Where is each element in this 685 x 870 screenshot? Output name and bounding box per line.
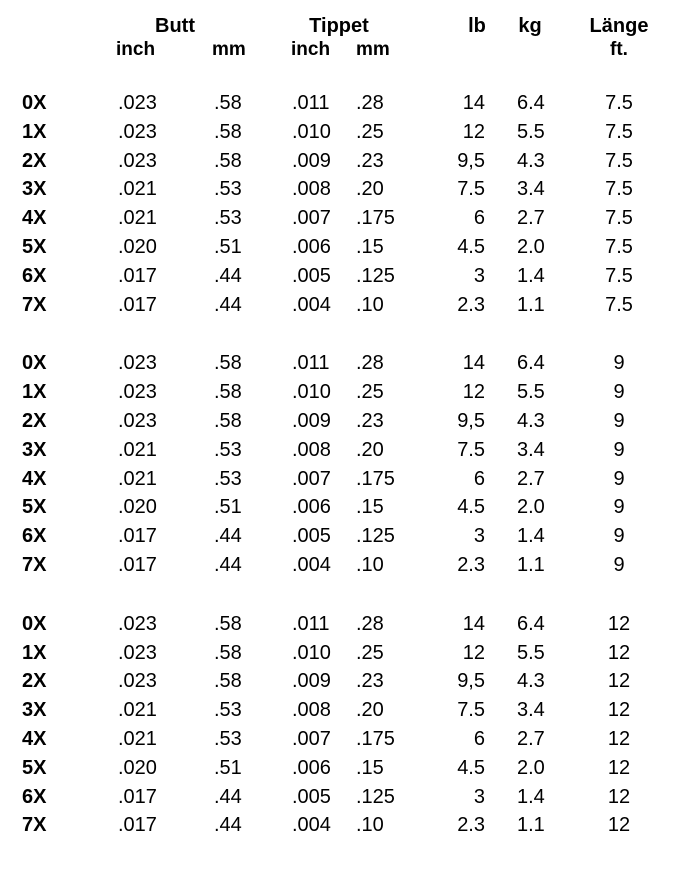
cell-tippet-mm: .10 [356, 814, 384, 837]
cell-butt-mm: .44 [214, 293, 242, 316]
cell-lb: 2.3 [457, 553, 485, 576]
cell-butt-mm: .58 [214, 670, 242, 693]
cell-tippet-mm: .175 [356, 207, 395, 230]
cell-butt-mm: .51 [214, 235, 242, 258]
tippet-table-body [0, 89, 685, 870]
cell-tippet-inch: .011 [292, 352, 330, 375]
cell-lb: 3 [473, 785, 485, 808]
cell-lb: 7.5 [457, 438, 485, 461]
cell-size: 6X [22, 264, 47, 287]
cell-butt-mm: .53 [214, 438, 242, 461]
cell-kg: 4.3 [517, 149, 545, 172]
table-row [0, 610, 685, 639]
cell-kg: 5.5 [517, 381, 545, 404]
cell-kg: 2.0 [517, 496, 545, 519]
cell-size: 1X [22, 641, 47, 664]
length-header: Länge [589, 15, 649, 37]
cell-butt-inch: .017 [118, 293, 157, 316]
butt-inch-header: inch [116, 39, 156, 60]
cell-butt-mm: .44 [214, 814, 242, 837]
cell-kg: 3.4 [517, 438, 545, 461]
cell-lb: 4.5 [457, 235, 485, 258]
cell-tippet-inch: .008 [292, 178, 331, 201]
table-row [0, 783, 685, 812]
cell-tippet-inch: .007 [292, 467, 331, 490]
cell-butt-inch: .020 [118, 756, 157, 779]
cell-butt-inch: .023 [118, 120, 157, 143]
table-row [0, 522, 685, 551]
cell-length: 9 [613, 553, 625, 576]
cell-tippet-inch: .005 [292, 525, 331, 548]
cell-tippet-mm: .20 [356, 438, 384, 461]
cell-tippet-inch: .009 [292, 149, 331, 172]
cell-length: 7.5 [605, 235, 633, 258]
cell-length: 7.5 [605, 120, 633, 143]
cell-butt-inch: .021 [118, 438, 157, 461]
cell-butt-mm: .58 [214, 381, 242, 404]
cell-tippet-mm: .125 [356, 785, 395, 808]
cell-kg: 4.3 [517, 670, 545, 693]
cell-lb: 7.5 [457, 178, 485, 201]
cell-butt-inch: .023 [118, 381, 157, 404]
cell-kg: 6.4 [517, 92, 545, 114]
cell-tippet-mm: .15 [356, 496, 384, 519]
cell-butt-mm: .58 [214, 120, 242, 143]
cell-butt-inch: .020 [118, 235, 157, 258]
cell-butt-inch: .021 [118, 699, 157, 722]
cell-tippet-inch: .006 [292, 235, 331, 258]
cell-tippet-inch: .008 [292, 699, 331, 722]
table-group [0, 349, 685, 579]
cell-kg: 3.4 [517, 178, 545, 201]
cell-length: 9 [613, 496, 625, 519]
cell-kg: 1.4 [517, 785, 545, 808]
table-row [0, 233, 685, 262]
table-row [0, 378, 685, 407]
cell-butt-mm: .58 [214, 149, 242, 172]
cell-kg: 5.5 [517, 120, 545, 143]
cell-butt-mm: .53 [214, 699, 242, 722]
cell-tippet-mm: .15 [356, 235, 384, 258]
cell-size: 1X [22, 120, 47, 143]
tippet-mm-header: mm [356, 39, 390, 60]
cell-length: 12 [607, 785, 631, 808]
table-row [0, 667, 685, 696]
cell-tippet-inch: .005 [292, 785, 331, 808]
cell-size: 2X [22, 409, 47, 432]
butt-mm-header: mm [212, 39, 246, 60]
table-row [0, 639, 685, 668]
cell-length: 9 [613, 409, 625, 432]
cell-length: 7.5 [605, 207, 633, 230]
table-row [0, 291, 685, 320]
cell-tippet-mm: .25 [356, 381, 384, 404]
cell-butt-mm: .53 [214, 207, 242, 230]
cell-butt-mm: .53 [214, 727, 242, 750]
cell-size: 0X [22, 612, 47, 635]
cell-length: 12 [607, 699, 631, 722]
cell-tippet-mm: .28 [356, 92, 384, 114]
cell-tippet-mm: .23 [356, 149, 384, 172]
table-group [0, 89, 685, 319]
cell-tippet-mm: .23 [356, 409, 384, 432]
cell-butt-inch: .017 [118, 553, 157, 576]
cell-butt-inch: .023 [118, 641, 157, 664]
cell-tippet-inch: .004 [292, 553, 331, 576]
cell-butt-mm: .53 [214, 467, 242, 490]
cell-length: 12 [607, 612, 631, 635]
cell-butt-inch: .017 [118, 785, 157, 808]
table-group [0, 610, 685, 840]
cell-lb: 12 [462, 120, 485, 143]
cell-butt-inch: .023 [118, 612, 157, 635]
cell-tippet-mm: .20 [356, 178, 384, 201]
cell-length: 7.5 [605, 149, 633, 172]
cell-tippet-mm: .10 [356, 553, 384, 576]
cell-length: 9 [613, 352, 625, 375]
cell-size: 7X [22, 814, 47, 837]
cell-lb: 6 [473, 727, 485, 750]
table-row [0, 811, 685, 840]
cell-butt-inch: .023 [118, 409, 157, 432]
cell-length: 9 [613, 467, 625, 490]
cell-butt-inch: .023 [118, 92, 157, 114]
cell-kg: 6.4 [517, 612, 545, 635]
cell-size: 6X [22, 525, 47, 548]
cell-size: 6X [22, 785, 47, 808]
cell-butt-mm: .58 [214, 409, 242, 432]
cell-butt-mm: .44 [214, 785, 242, 808]
cell-tippet-inch: .007 [292, 727, 331, 750]
cell-butt-mm: .44 [214, 264, 242, 287]
table-row [0, 696, 685, 725]
cell-kg: 1.1 [517, 814, 545, 837]
tippet-inch-header: inch [291, 39, 331, 60]
cell-lb: 3 [473, 525, 485, 548]
cell-tippet-inch: .007 [292, 207, 331, 230]
cell-butt-mm: .58 [214, 612, 242, 635]
cell-length: 7.5 [605, 178, 633, 201]
cell-tippet-inch: .004 [292, 293, 331, 316]
cell-lb: 9,5 [457, 670, 485, 693]
cell-butt-inch: .021 [118, 178, 157, 201]
cell-tippet-mm: .175 [356, 467, 395, 490]
cell-tippet-mm: .28 [356, 352, 384, 375]
cell-tippet-inch: .005 [292, 264, 331, 287]
table-row [0, 436, 685, 465]
cell-kg: 1.4 [517, 264, 545, 287]
cell-tippet-mm: .25 [356, 641, 384, 664]
cell-kg: 3.4 [517, 699, 545, 722]
cell-lb: 9,5 [457, 149, 485, 172]
cell-butt-mm: .51 [214, 496, 242, 519]
table-row [0, 89, 685, 118]
table-row [0, 551, 685, 580]
cell-tippet-mm: .28 [356, 612, 384, 635]
cell-lb: 6 [473, 207, 485, 230]
cell-length: 12 [607, 756, 631, 779]
table-row [0, 465, 685, 494]
cell-butt-inch: .021 [118, 467, 157, 490]
cell-kg: 1.1 [517, 553, 545, 576]
cell-lb: 2.3 [457, 814, 485, 837]
table-row [0, 175, 685, 204]
cell-kg: 6.4 [517, 352, 545, 375]
cell-size: 3X [22, 178, 47, 201]
cell-kg: 2.7 [517, 467, 545, 490]
cell-tippet-mm: .25 [356, 120, 384, 143]
cell-size: 7X [22, 553, 47, 576]
cell-tippet-inch: .010 [292, 641, 331, 664]
table-row [0, 349, 685, 378]
cell-lb: 14 [462, 612, 485, 635]
tippet-header: Tippet [309, 15, 369, 37]
cell-length: 9 [613, 525, 625, 548]
cell-butt-inch: .023 [118, 352, 157, 375]
cell-lb: 14 [462, 352, 485, 375]
table-row [0, 118, 685, 147]
cell-size: 1X [22, 381, 47, 404]
cell-kg: 2.7 [517, 207, 545, 230]
table-row [0, 262, 685, 291]
cell-length: 12 [607, 727, 631, 750]
cell-size: 0X [22, 352, 47, 375]
cell-butt-mm: .44 [214, 525, 242, 548]
cell-kg: 4.3 [517, 409, 545, 432]
cell-butt-mm: .58 [214, 92, 242, 114]
table-row [0, 204, 685, 233]
cell-size: 0X [22, 92, 47, 114]
cell-butt-mm: .58 [214, 641, 242, 664]
cell-length: 12 [607, 814, 631, 837]
cell-length: 12 [607, 641, 631, 664]
cell-tippet-inch: .008 [292, 438, 331, 461]
table-row [0, 147, 685, 176]
cell-length: 9 [613, 438, 625, 461]
cell-size: 3X [22, 699, 47, 722]
cell-butt-inch: .020 [118, 496, 157, 519]
lb-header: lb [468, 15, 486, 37]
cell-size: 5X [22, 756, 47, 779]
butt-header: Butt [155, 15, 195, 37]
cell-butt-inch: .017 [118, 814, 157, 837]
cell-tippet-inch: .009 [292, 409, 331, 432]
cell-butt-mm: .51 [214, 756, 242, 779]
cell-tippet-mm: .125 [356, 264, 395, 287]
cell-lb: 12 [462, 641, 485, 664]
cell-size: 5X [22, 496, 47, 519]
cell-size: 2X [22, 149, 47, 172]
cell-butt-inch: .017 [118, 264, 157, 287]
cell-length: 7.5 [605, 293, 633, 316]
cell-size: 4X [22, 467, 47, 490]
table-row [0, 407, 685, 436]
cell-butt-mm: .58 [214, 352, 242, 375]
cell-tippet-inch: .006 [292, 496, 331, 519]
cell-kg: 2.0 [517, 235, 545, 258]
cell-lb: 7.5 [457, 699, 485, 722]
cell-butt-inch: .023 [118, 670, 157, 693]
cell-tippet-inch: .010 [292, 381, 331, 404]
cell-tippet-inch: .004 [292, 814, 331, 837]
cell-lb: 4.5 [457, 756, 485, 779]
cell-size: 5X [22, 235, 47, 258]
cell-tippet-mm: .175 [356, 727, 395, 750]
cell-kg: 1.1 [517, 293, 545, 316]
table-row [0, 754, 685, 783]
length-unit-header: ft. [610, 39, 628, 60]
cell-lb: 3 [473, 264, 485, 287]
cell-butt-inch: .017 [118, 525, 157, 548]
cell-tippet-mm: .23 [356, 670, 384, 693]
cell-tippet-mm: .20 [356, 699, 384, 722]
cell-tippet-inch: .009 [292, 670, 331, 693]
cell-butt-mm: .53 [214, 178, 242, 201]
cell-size: 2X [22, 670, 47, 693]
cell-lb: 9,5 [457, 409, 485, 432]
cell-length: 12 [607, 670, 631, 693]
table-row [0, 493, 685, 522]
cell-lb: 14 [462, 92, 485, 114]
cell-length: 7.5 [605, 264, 633, 287]
kg-header: kg [518, 15, 542, 37]
cell-lb: 6 [473, 467, 485, 490]
cell-size: 4X [22, 727, 47, 750]
cell-length: 7.5 [605, 92, 633, 114]
cell-lb: 2.3 [457, 293, 485, 316]
cell-tippet-mm: .10 [356, 293, 384, 316]
cell-kg: 1.4 [517, 525, 545, 548]
cell-kg: 2.0 [517, 756, 545, 779]
cell-kg: 2.7 [517, 727, 545, 750]
cell-tippet-inch: .011 [292, 612, 330, 635]
cell-lb: 12 [462, 381, 485, 404]
cell-lb: 4.5 [457, 496, 485, 519]
cell-tippet-inch: .011 [292, 92, 330, 114]
cell-butt-mm: .44 [214, 553, 242, 576]
cell-tippet-mm: .15 [356, 756, 384, 779]
cell-size: 4X [22, 207, 47, 230]
cell-butt-inch: .021 [118, 727, 157, 750]
cell-size: 7X [22, 293, 47, 316]
cell-size: 3X [22, 438, 47, 461]
cell-butt-inch: .023 [118, 149, 157, 172]
cell-butt-inch: .021 [118, 207, 157, 230]
table-row [0, 725, 685, 754]
cell-tippet-mm: .125 [356, 525, 395, 548]
cell-tippet-inch: .010 [292, 120, 331, 143]
cell-length: 9 [613, 381, 625, 404]
cell-kg: 5.5 [517, 641, 545, 664]
cell-tippet-inch: .006 [292, 756, 331, 779]
